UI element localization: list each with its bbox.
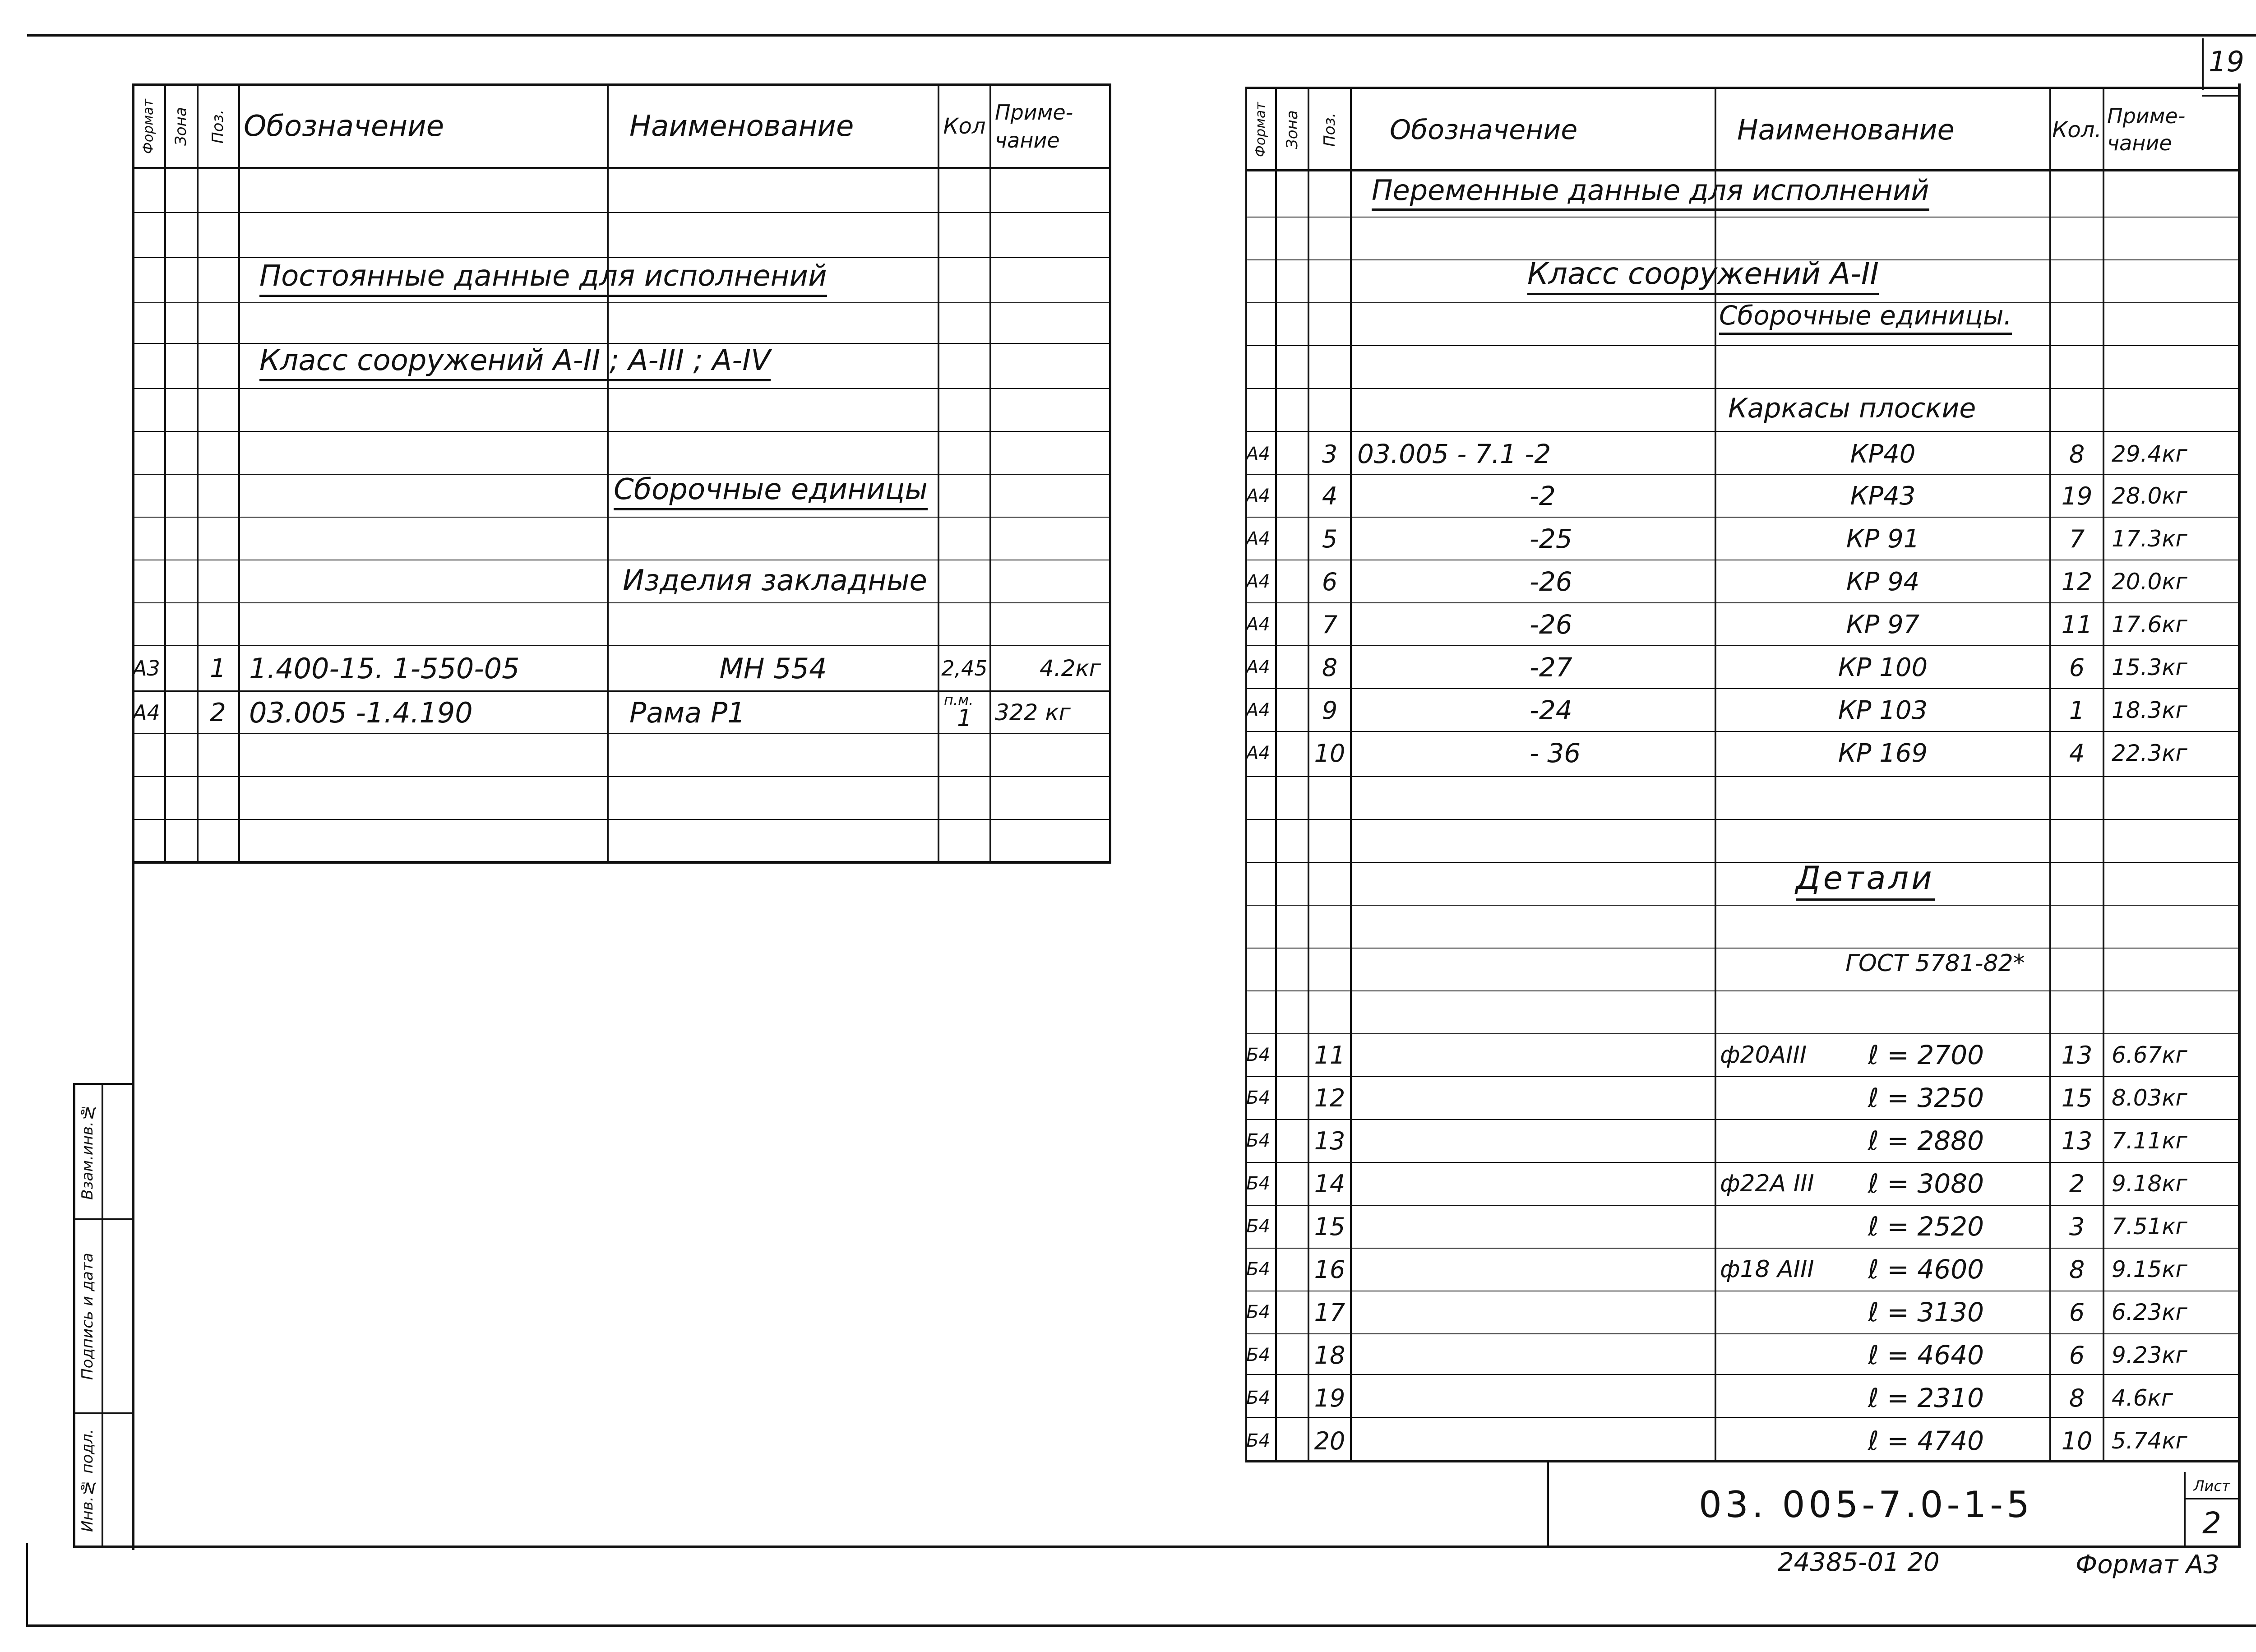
row-qty: 4 <box>2069 739 2085 768</box>
right-header-format: Формат <box>1253 102 1269 157</box>
row-qty: 8 <box>2069 1255 2085 1284</box>
right-standard: ГОСТ 5781-82* <box>1845 950 2025 977</box>
row-format: Б4 <box>1246 1216 1270 1237</box>
row-designation: -26 <box>1530 609 1572 640</box>
row-qty: 12 <box>2061 567 2093 596</box>
row-name: КР 169 <box>1838 738 1928 768</box>
row-name: КР 103 <box>1838 695 1928 725</box>
row-pos: 2 <box>210 698 226 727</box>
row-qty: 2 <box>2069 1169 2085 1198</box>
row-designation: -24 <box>1530 695 1572 726</box>
row-qty: 15 <box>2061 1083 2093 1112</box>
left-embedded-items: Изделия закладные <box>623 564 927 597</box>
order-number: 24385-01 20 <box>1778 1548 1940 1577</box>
row-format: Б4 <box>1246 1173 1270 1194</box>
row-format: А4 <box>1246 571 1270 592</box>
right-flat-frames: Каркасы плоские <box>1728 393 1976 424</box>
row-pos: 14 <box>1314 1169 1345 1198</box>
row-format: А4 <box>1246 614 1270 635</box>
row-steel <box>1720 1334 1864 1376</box>
row-note: 20.0кг <box>2112 569 2187 595</box>
right-variable-data-title: Переменные данные для исполнений <box>1372 174 1929 211</box>
row-designation: 03.005 -1.4.190 <box>249 696 473 729</box>
row-length: ℓ = 2700 <box>1868 1040 1984 1070</box>
row-pos: 10 <box>1314 739 1345 768</box>
row-note: 28.0кг <box>2112 483 2187 509</box>
left-header-note: Приме- чание <box>995 100 1073 153</box>
row-format: Б4 <box>1246 1045 1270 1065</box>
row-length: ℓ = 4600 <box>1868 1254 1984 1285</box>
row-qty: 3 <box>2069 1212 2085 1241</box>
row-format: А4 <box>1246 444 1270 464</box>
row-format: А4 <box>1246 657 1270 678</box>
row-qty: 1 <box>2069 696 2085 725</box>
sheet-label: Лист <box>2193 1477 2230 1495</box>
row-steel <box>1720 1420 1864 1462</box>
row-note: 322 кг <box>995 699 1071 726</box>
right-header-designation: Обозначение <box>1390 114 1578 146</box>
row-note: 18.3кг <box>2112 697 2187 723</box>
right-header-qty: Кол. <box>2052 117 2102 143</box>
inner-frame-top-right <box>1245 87 2240 89</box>
outer-frame-bottom <box>27 1624 2256 1627</box>
row-name: КР 91 <box>1846 524 1920 554</box>
left-assembly-units: Сборочные единицы <box>614 473 928 510</box>
row-qty: 13 <box>2061 1126 2093 1155</box>
row-name: МН 554 <box>719 652 827 685</box>
row-format: А4 <box>1246 486 1270 506</box>
row-qty: 6 <box>2069 1341 2085 1370</box>
format-label: Формат А3 <box>2076 1550 2219 1579</box>
row-pos: 17 <box>1314 1298 1345 1327</box>
row-note: 4.6кг <box>2112 1385 2173 1411</box>
row-pos: 15 <box>1314 1212 1345 1241</box>
row-length: ℓ = 2520 <box>1868 1211 1984 1242</box>
row-format: Б4 <box>1246 1130 1270 1151</box>
row-format: Б4 <box>1246 1087 1270 1108</box>
row-format: А4 <box>1246 528 1270 549</box>
row-qty: 8 <box>2069 1384 2085 1412</box>
row-pos: 16 <box>1314 1255 1345 1284</box>
row-steel: ф18 АIII <box>1720 1256 1814 1283</box>
row-note: 9.15кг <box>2112 1256 2187 1282</box>
row-qty: 8 <box>2069 440 2085 468</box>
row-steel: ф20АIII <box>1720 1041 1807 1069</box>
row-steel <box>1720 1377 1864 1419</box>
row-pos: 4 <box>1322 481 1338 510</box>
right-details-title: Детали <box>1796 860 1935 901</box>
row-steel <box>1720 1077 1864 1119</box>
left-header-zone: Зона <box>172 107 190 146</box>
right-header-pos: Поз. <box>1321 112 1339 147</box>
row-format: А4 <box>1246 743 1270 764</box>
row-format: А4 <box>1246 700 1270 721</box>
row-name: КР 97 <box>1846 610 1920 639</box>
left-header-designation: Обозначение <box>244 110 444 143</box>
row-note: 8.03кг <box>2112 1085 2187 1111</box>
row-note: 17.3кг <box>2112 526 2187 552</box>
row-qty: 6 <box>2069 1298 2085 1327</box>
row-designation: - 36 <box>1530 738 1581 768</box>
row-pos: 12 <box>1314 1083 1345 1112</box>
row-pos: 5 <box>1322 524 1338 553</box>
row-qty: 2,45 <box>941 656 988 680</box>
sheet-corner-number: 19 <box>2209 45 2244 78</box>
row-steel <box>1720 1206 1864 1247</box>
outer-frame-left <box>26 1543 28 1627</box>
row-format: Б4 <box>1246 1430 1270 1451</box>
row-pos: 6 <box>1322 567 1338 596</box>
row-note: 7.11кг <box>2112 1128 2187 1154</box>
row-note: 17.6кг <box>2112 611 2187 638</box>
row-length: ℓ = 2880 <box>1868 1125 1984 1156</box>
row-note: 9.23кг <box>2112 1342 2187 1368</box>
row-format: Б4 <box>1246 1388 1270 1408</box>
row-pos: 8 <box>1322 653 1338 682</box>
row-format: Б4 <box>1246 1259 1270 1280</box>
row-note: 22.3кг <box>2112 740 2187 766</box>
left-constant-data-title: Постоянные данные для исполнений <box>259 259 827 297</box>
drawing-designation: 03. 005-7.0-1-5 <box>1699 1484 2033 1526</box>
row-pos: 11 <box>1314 1041 1345 1069</box>
row-qty: 7 <box>2069 524 2085 553</box>
row-note: 29.4кг <box>2112 441 2187 467</box>
side-strip-original-inv: Инв.№ подл. <box>79 1429 97 1532</box>
row-name: КР40 <box>1850 439 1916 469</box>
row-length: ℓ = 4640 <box>1868 1340 1984 1370</box>
row-note: 6.67кг <box>2112 1042 2187 1068</box>
right-header-zone: Зона <box>1283 110 1301 149</box>
left-header-format: Формат <box>140 99 157 154</box>
row-name: КР 94 <box>1846 567 1920 597</box>
row-length: ℓ = 2310 <box>1868 1383 1984 1413</box>
row-steel <box>1720 1291 1864 1333</box>
row-designation: -25 <box>1530 523 1572 554</box>
row-pos: 7 <box>1322 610 1338 639</box>
right-header-note: Приме- чание <box>2107 103 2186 155</box>
right-assembly-units: Сборочные единицы. <box>1719 300 2012 335</box>
right-structure-class: Класс сооружений А-II <box>1527 256 1879 295</box>
row-pos: 19 <box>1314 1384 1345 1412</box>
row-designation: -27 <box>1530 652 1572 683</box>
row-designation: 03.005 - 7.1 -2 <box>1357 439 1551 469</box>
row-qty: 13 <box>2061 1041 2093 1069</box>
row-note: 4.2кг <box>1040 655 1101 681</box>
left-header-pos: Поз. <box>209 109 227 143</box>
row-length: ℓ = 4740 <box>1868 1425 1984 1456</box>
row-pos: 1 <box>210 653 226 683</box>
row-qty: 1 <box>957 705 972 732</box>
row-pos: 20 <box>1314 1426 1345 1455</box>
left-header-name: Наименование <box>629 110 854 143</box>
row-format: Б4 <box>1246 1302 1270 1323</box>
row-length: ℓ = 3080 <box>1868 1168 1984 1199</box>
row-steel <box>1720 1120 1864 1161</box>
side-strip-replace-inv: Взам.инв.№ <box>79 1103 97 1200</box>
row-designation: 1.400-15. 1-550-05 <box>249 652 520 685</box>
row-pos: 9 <box>1322 696 1338 725</box>
row-note: 6.23кг <box>2112 1299 2187 1325</box>
row-format: Б4 <box>1246 1345 1270 1365</box>
row-steel: ф22А III <box>1720 1170 1814 1197</box>
row-name: КР 100 <box>1838 652 1928 682</box>
row-qty-unit: п.м. <box>944 691 974 708</box>
row-format: А3 <box>133 656 160 680</box>
row-length: ℓ = 3130 <box>1868 1297 1984 1328</box>
sheet-number: 2 <box>2202 1505 2221 1541</box>
row-qty: 10 <box>2061 1426 2093 1455</box>
left-structure-class: Класс сооружений А-II ; А-III ; А-IV <box>259 344 771 381</box>
right-header-name: Наименование <box>1737 113 1955 146</box>
left-header-qty: Кол <box>943 114 986 139</box>
row-name: Рама Р1 <box>629 696 745 729</box>
row-pos: 3 <box>1322 440 1338 468</box>
side-strip-signature-date: Подпись и дата <box>79 1253 97 1380</box>
row-note: 7.51кг <box>2112 1213 2187 1240</box>
row-note: 5.74кг <box>2112 1428 2187 1454</box>
row-qty: 11 <box>2061 610 2093 639</box>
row-qty: 6 <box>2069 653 2085 682</box>
row-designation: -26 <box>1530 566 1572 597</box>
row-length: ℓ = 3250 <box>1868 1083 1984 1113</box>
row-note: 15.3кг <box>2112 654 2187 680</box>
row-designation: -2 <box>1530 481 1556 511</box>
row-format: А4 <box>133 700 160 725</box>
row-qty: 19 <box>2061 481 2093 510</box>
row-note: 9.18кг <box>2112 1171 2187 1197</box>
row-pos: 18 <box>1314 1341 1345 1370</box>
inner-frame-left <box>132 83 134 1550</box>
row-name: КР43 <box>1850 481 1916 511</box>
row-pos: 13 <box>1314 1126 1345 1155</box>
outer-frame-top <box>27 34 2256 37</box>
